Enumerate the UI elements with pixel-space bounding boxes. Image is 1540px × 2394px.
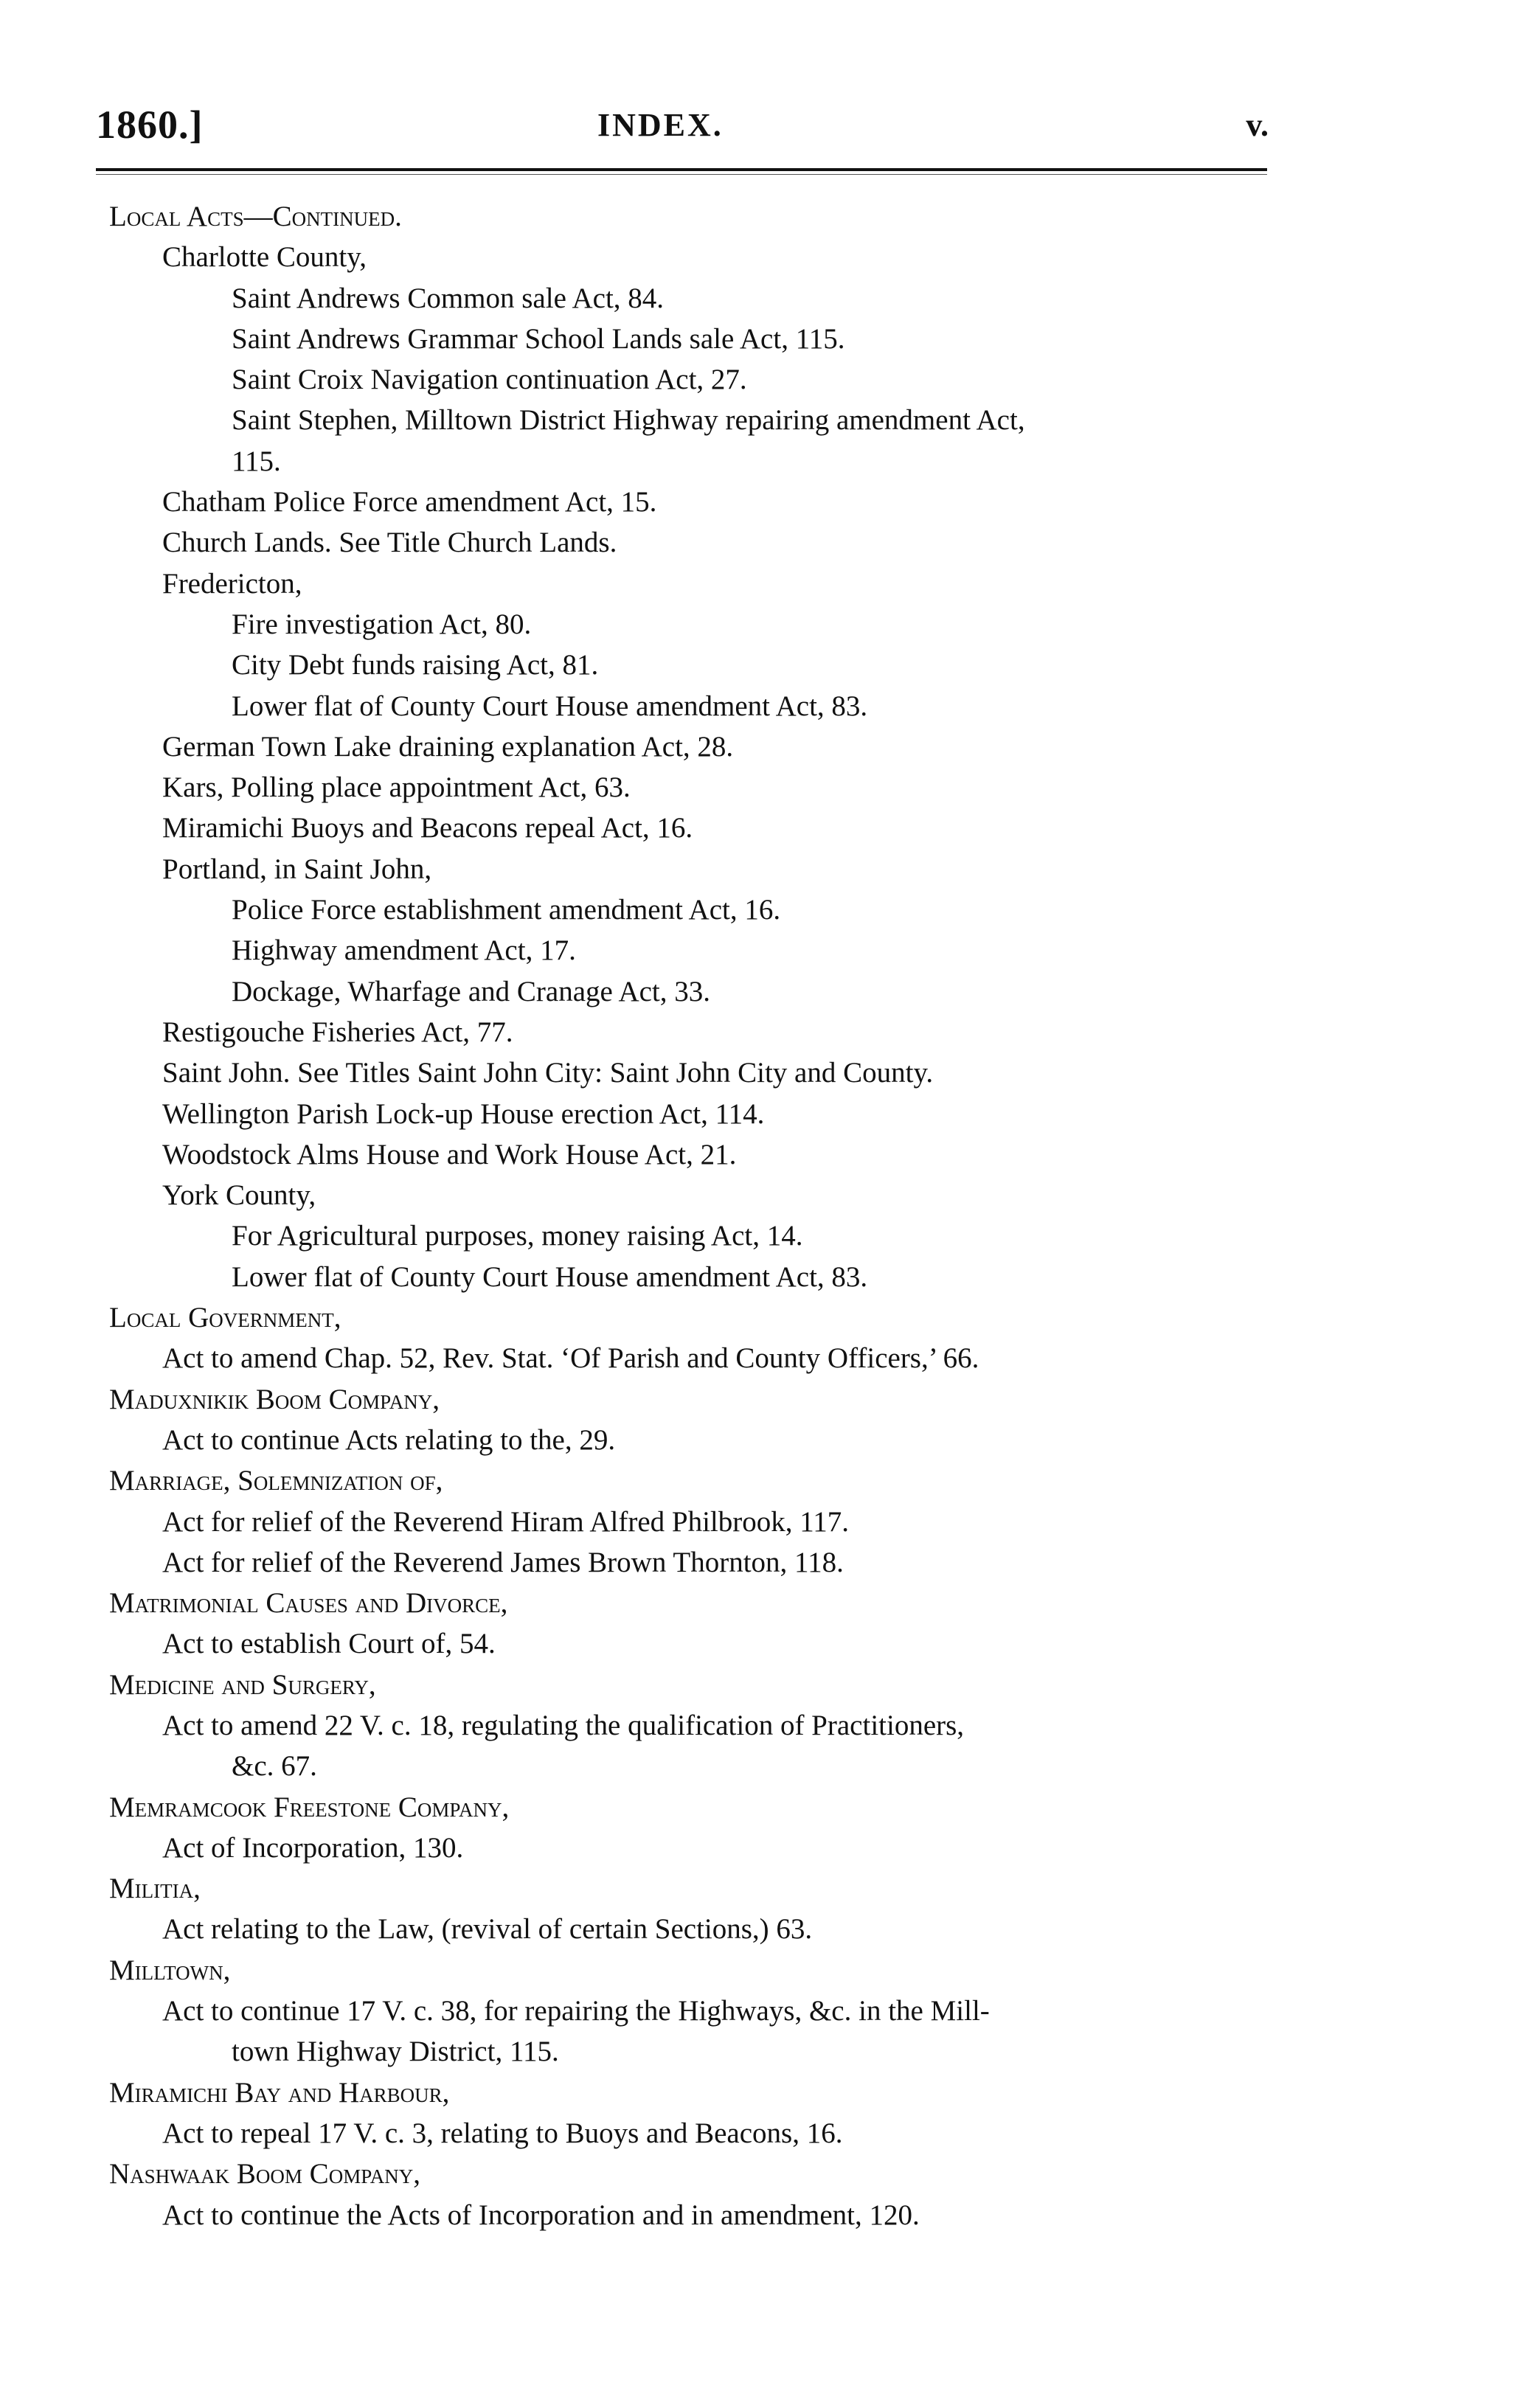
index-heading: Milltown, (109, 1954, 231, 1986)
page-title: INDEX. (597, 107, 724, 143)
index-entry: Miramichi Buoys and Beacons repeal Act, 16. (162, 812, 693, 844)
index-entry: Saint Andrews Common sale Act, 84. (232, 282, 665, 314)
index-entry: Act to continue 17 V. c. 38, for repairing the Highways, &c. in the Mill- (162, 1995, 990, 2027)
index-entry: Woodstock Alms House and Work House Act, 21. (162, 1138, 737, 1170)
index-entry: Saint John. See Titles Saint John City: Saint John City and County. (162, 1057, 934, 1089)
index-heading: Medicine and Surgery, (109, 1668, 376, 1701)
index-heading: Marriage, Solemnization of, (109, 1465, 443, 1497)
index-entry: German Town Lake draining explanation Act, 28. (162, 730, 734, 763)
header-rule-thin (96, 174, 1267, 175)
index-entry: Act to amend 22 V. c. 18, regulating the qualification of Practitioners, (162, 1709, 965, 1741)
index-entry: Act to repeal 17 V. c. 3, relating to Buoys and Beacons, 16. (162, 2117, 843, 2149)
index-heading: Matrimonial Causes and Divorce, (109, 1587, 508, 1620)
index-entry: Charlotte County, (162, 241, 367, 274)
index-heading: Memramcook Freestone Company, (109, 1791, 510, 1823)
index-entry: Act to continue the Acts of Incorporation and in amendment, 120. (162, 2199, 920, 2231)
page-header (96, 102, 1269, 153)
index-heading: Local Government, (109, 1302, 341, 1334)
index-entry: York County, (162, 1179, 316, 1212)
index-entry: Act for relief of the Reverend James Brown Thornton, 118. (162, 1546, 844, 1578)
index-entry: 115. (232, 445, 281, 477)
index-entry: Act relating to the Law, (revival of certain Sections,) 63. (162, 1913, 813, 1946)
index-entry: Fire investigation Act, 80. (232, 608, 532, 640)
index-entry: Kars, Polling place appointment Act, 63. (162, 771, 631, 804)
index-heading: Maduxnikik Boom Company, (109, 1383, 440, 1415)
index-entry: Act to continue Acts relating to the, 29. (162, 1423, 616, 1456)
index-heading: Nashwaak Boom Company, (109, 2158, 420, 2190)
index-entry: Police Force establishment amendment Act, 16. (232, 894, 781, 926)
index-entry: Saint Croix Navigation continuation Act, 27. (232, 364, 747, 396)
index-entry: Church Lands. See Title Church Lands. (162, 527, 617, 559)
index-entry: Lower flat of County Court House amendment Act, 83. (232, 1260, 868, 1293)
index-entry: Restigouche Fisheries Act, 77. (162, 1016, 513, 1048)
index-entry: Saint Stephen, Milltown District Highway repairing amendment Act, (232, 404, 1025, 437)
index-entry: Fredericton, (162, 567, 302, 600)
index-entry: Act for relief of the Reverend Hiram Alfred Philbrook, 117. (162, 1505, 850, 1538)
index-entry: Act to amend Chap. 52, Rev. Stat. ‘Of Parish and County Officers,’ 66. (162, 1342, 979, 1375)
page-number: v. (1246, 107, 1269, 143)
index-entry: Chatham Police Force amendment Act, 15. (162, 486, 657, 518)
page-year: 1860.] (96, 103, 204, 147)
index-entry: Saint Andrews Grammar School Lands sale Act, 115. (232, 322, 845, 355)
index-entry: town Highway District, 115. (232, 2036, 559, 2068)
index-entry: Act to establish Court of, 54. (162, 1628, 496, 1660)
header-rule (96, 168, 1267, 171)
index-entry: Lower flat of County Court House amendment Act, 83. (232, 690, 868, 722)
index-entry: For Agricultural purposes, money raising Act, 14. (232, 1220, 803, 1252)
index-heading: Local Acts—Continued. (109, 201, 402, 232)
index-body (109, 196, 1297, 2235)
index-entry: City Debt funds raising Act, 81. (232, 649, 599, 681)
index-entry: Highway amendment Act, 17. (232, 934, 576, 967)
index-heading: Militia, (109, 1873, 201, 1905)
index-entry: &c. 67. (232, 1750, 317, 1783)
index-entry: Act of Incorporation, 130. (162, 1831, 464, 1864)
index-entry: Portland, in Saint John, (162, 853, 432, 885)
index-heading: Miramichi Bay and Harbour, (109, 2076, 450, 2109)
index-entry: Wellington Parish Lock-up House erection Act, 114. (162, 1097, 765, 1130)
index-entry: Dockage, Wharfage and Cranage Act, 33. (232, 975, 711, 1007)
